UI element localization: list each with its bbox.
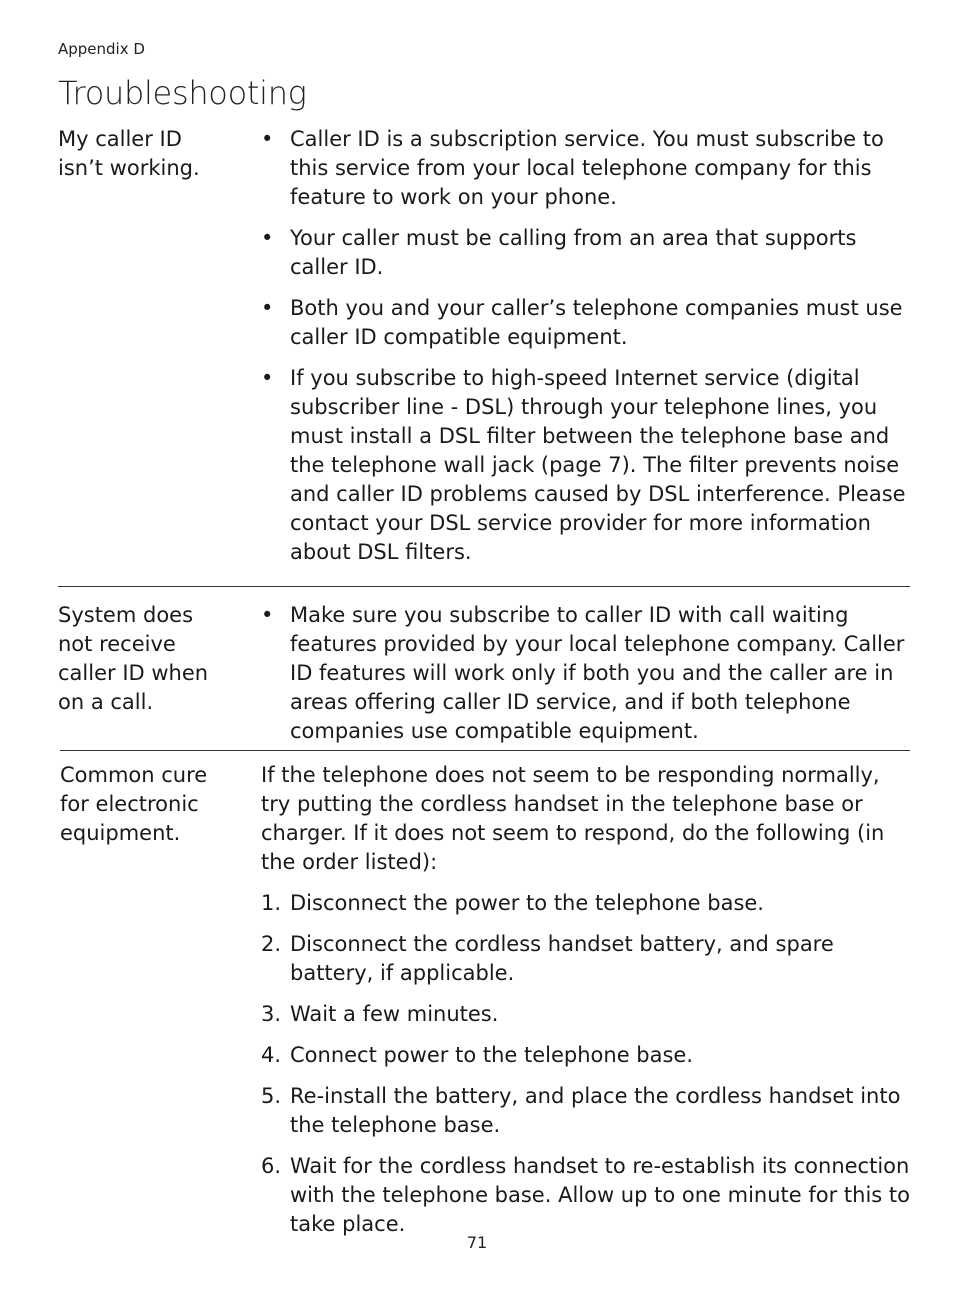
list-item bbox=[261, 294, 913, 352]
numbered-steps-list bbox=[261, 889, 913, 1239]
bullet-marker: • bbox=[261, 226, 274, 250]
list-item-text: Your caller must be calling from an area that supports caller ID. bbox=[290, 226, 857, 279]
page-number: 71 bbox=[466, 1233, 488, 1252]
step-number: 6. bbox=[261, 1154, 282, 1178]
list-item-text: Disconnect the cordless handset battery, and spare battery, if applicable. bbox=[290, 932, 834, 985]
list-item bbox=[261, 930, 913, 988]
bullet-marker: • bbox=[261, 366, 274, 390]
bullet-marker: • bbox=[261, 603, 274, 627]
bullet-marker: • bbox=[261, 296, 274, 320]
bullet-list bbox=[261, 125, 913, 567]
list-item bbox=[261, 1152, 913, 1239]
list-item-text: Re-install the battery, and place the cordless handset into the telephone base. bbox=[290, 1084, 901, 1137]
list-item bbox=[261, 889, 913, 918]
list-item-text: Make sure you subscribe to caller ID with call waiting features provided by your local telephone company. Caller ID features will work only if both you and the caller are in areas offering caller ID service, and if both telephone companies use compatible equipment. bbox=[290, 603, 905, 743]
problem-label: Common cure for electronic equipment. bbox=[60, 763, 208, 845]
list-item-text: Wait for the cordless handset to re-establish its connection with the telephone base. Allow up to one minute for this to take place. bbox=[290, 1154, 911, 1236]
list-item-text: Wait a few minutes. bbox=[290, 1002, 499, 1026]
bullet-marker: • bbox=[261, 127, 274, 151]
list-item-text: If you subscribe to high-speed Internet service (digital subscriber line - DSL) through your telephone lines, you must install a DSL filter between the telephone base and the telephone wall jack (page 7). The filter prevents noise and caller ID problems caused by DSL interference. Please contact your DSL service provider for more information about DSL filters. bbox=[290, 366, 906, 564]
list-item bbox=[261, 125, 913, 212]
intro-paragraph: If the telephone does not seem to be responding normally, try putting the cordless handset in the telephone base or charger. If it does not seem to respond, do the following (in the order listed): bbox=[261, 763, 885, 874]
appendix-label: Appendix D bbox=[58, 40, 145, 58]
page-title: Troubleshooting bbox=[58, 74, 307, 112]
list-item-text: Disconnect the power to the telephone base. bbox=[290, 891, 764, 915]
step-number: 3. bbox=[261, 1002, 282, 1026]
step-number: 4. bbox=[261, 1043, 282, 1067]
list-item bbox=[261, 601, 913, 746]
list-item bbox=[261, 224, 913, 282]
step-number: 1. bbox=[261, 891, 282, 915]
list-item bbox=[261, 1041, 913, 1070]
step-number: 2. bbox=[261, 932, 282, 956]
bullet-list bbox=[261, 601, 913, 746]
row-divider bbox=[60, 750, 910, 751]
list-item-text: Caller ID is a subscription service. You must subscribe to this service from your local telephone company for this feature to work on your phone. bbox=[290, 127, 884, 209]
list-item bbox=[261, 1000, 913, 1029]
list-item bbox=[261, 364, 913, 567]
solution-content bbox=[261, 601, 913, 758]
list-item-text: Connect power to the telephone base. bbox=[290, 1043, 694, 1067]
solution-content bbox=[261, 125, 913, 579]
problem-label: My caller ID isn’t working. bbox=[58, 127, 200, 180]
list-item bbox=[261, 1082, 913, 1140]
list-item-text: Both you and your caller’s telephone companies must use caller ID compatible equipment. bbox=[290, 296, 903, 349]
problem-label: System does not receive caller ID when on a call. bbox=[58, 603, 209, 714]
solution-content bbox=[261, 761, 913, 1251]
step-number: 5. bbox=[261, 1084, 282, 1108]
row-divider bbox=[58, 586, 910, 587]
